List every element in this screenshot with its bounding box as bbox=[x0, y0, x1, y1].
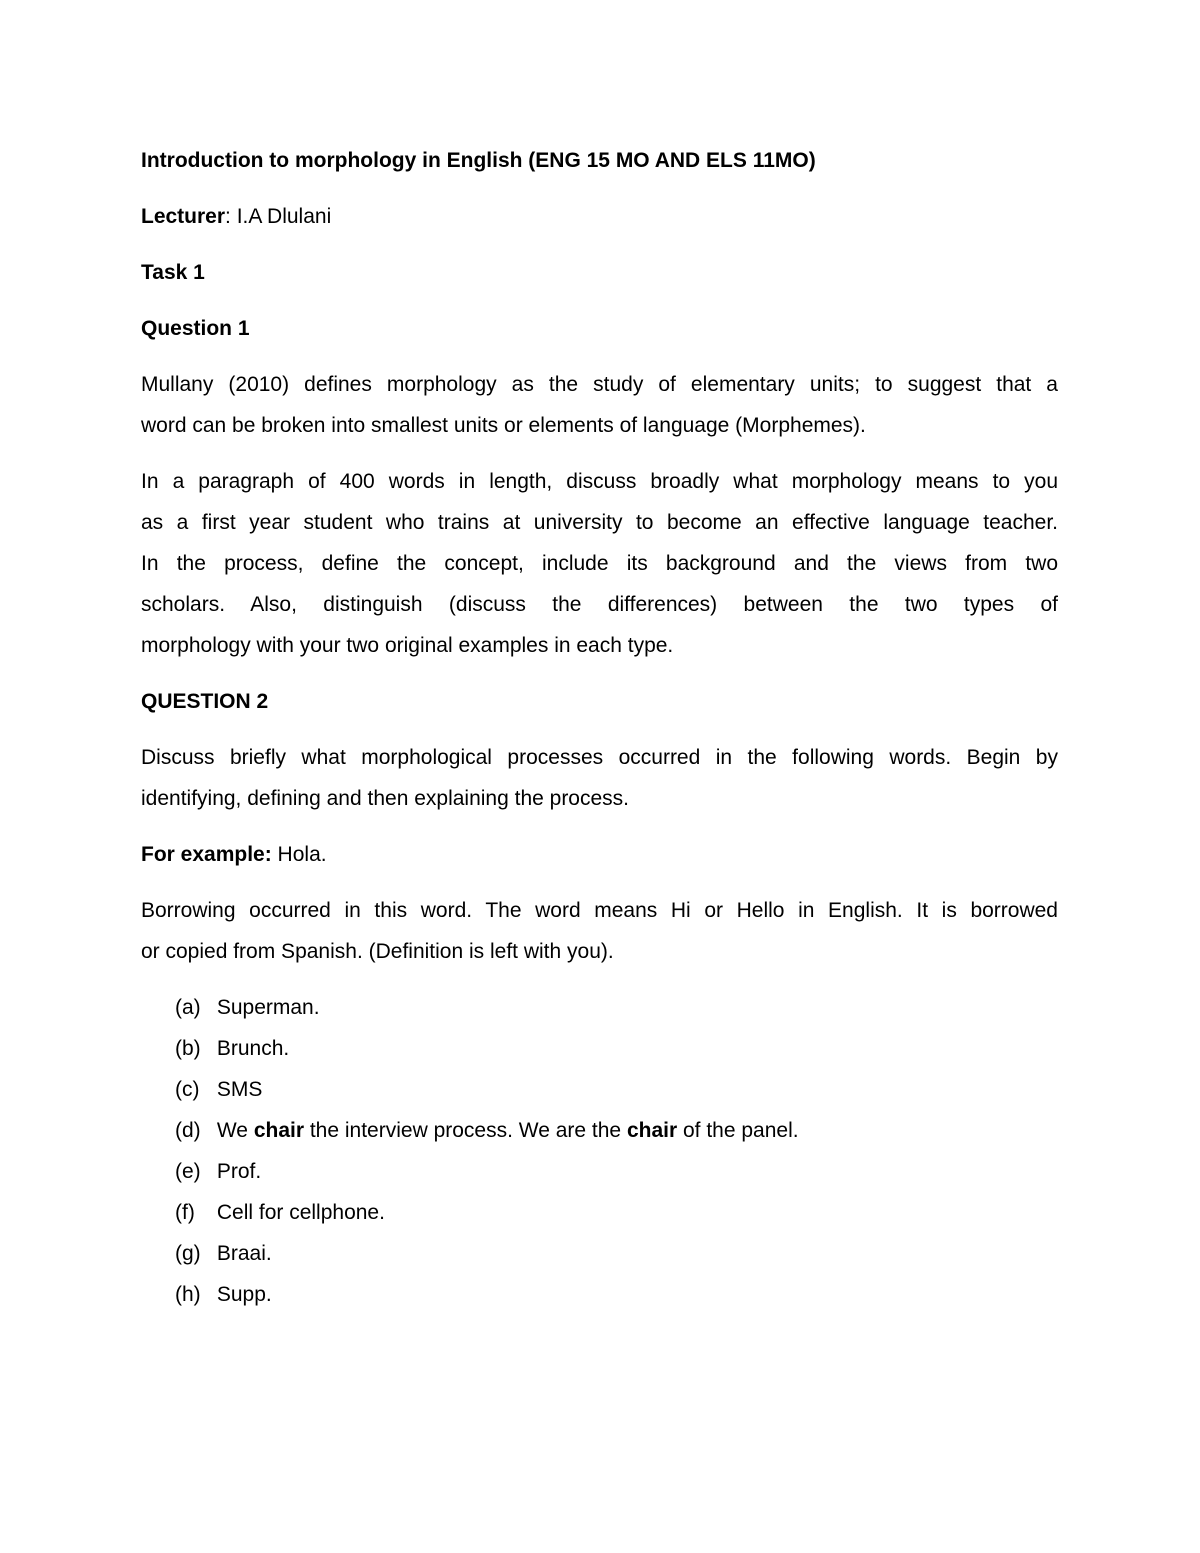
lecturer-label: Lecturer bbox=[141, 205, 226, 228]
list-item-text: Prof. bbox=[216, 1160, 262, 1183]
list-item-text: Supp. bbox=[216, 1283, 272, 1306]
list-marker: (b) bbox=[175, 1037, 201, 1060]
list-marker: (h) bbox=[175, 1283, 201, 1306]
question1-prompt-line: In a paragraph of 400 words in length, discuss broadly what morphology means to you bbox=[141, 470, 1058, 493]
task-heading: Task 1 bbox=[141, 261, 205, 284]
list-item-text: SMS bbox=[216, 1078, 263, 1101]
list-marker: (a) bbox=[175, 996, 201, 1019]
list-item bbox=[141, 1233, 1058, 1274]
word-list bbox=[141, 987, 1058, 1315]
list-item bbox=[141, 1110, 1058, 1151]
question2-prompt-line: identifying, defining and then explaining the process. bbox=[141, 787, 630, 810]
example-explanation-line: Borrowing occurred in this word. The word means Hi or Hello in English. It is borrowed bbox=[141, 899, 1058, 922]
list-marker: (g) bbox=[175, 1242, 201, 1265]
list-marker: (e) bbox=[175, 1160, 201, 1183]
list-item-text: Braai. bbox=[216, 1242, 272, 1265]
question1-heading: Question 1 bbox=[141, 317, 250, 340]
list-item-text: Brunch. bbox=[216, 1037, 290, 1060]
question1-prompt-line: morphology with your two original examples in each type. bbox=[141, 634, 674, 657]
list-item-text-post: of the panel. bbox=[677, 1119, 799, 1142]
question1-intro-line: Mullany (2010) defines morphology as the study of elementary units; to suggest that a bbox=[141, 373, 1058, 396]
list-item-text: Superman. bbox=[216, 996, 320, 1019]
question1-prompt-line: as a first year student who trains at university to become an effective language teacher. bbox=[141, 511, 1058, 534]
example-label: For example: bbox=[141, 843, 272, 866]
example-explanation-line: or copied from Spanish. (Definition is left with you). bbox=[141, 940, 614, 963]
question1-prompt bbox=[141, 461, 1058, 666]
question2-prompt bbox=[141, 737, 1058, 819]
question2-prompt-line: Discuss briefly what morphological processes occurred in the following words. Begin by bbox=[141, 746, 1058, 769]
list-item-text-pre: We bbox=[216, 1119, 254, 1142]
question2-heading: QUESTION 2 bbox=[141, 690, 269, 713]
list-item-text-mid: the interview process. We are the bbox=[304, 1119, 627, 1142]
list-item-bold-word: chair bbox=[626, 1119, 678, 1142]
list-marker: (c) bbox=[175, 1078, 200, 1101]
question1-prompt-line: scholars. Also, distinguish (discuss the differences) between the two types of bbox=[141, 593, 1058, 616]
lecturer-line bbox=[141, 196, 1058, 237]
list-item-bold-word: chair bbox=[253, 1119, 305, 1142]
document-title: Introduction to morphology in English (ENG 15 MO AND ELS 11MO) bbox=[141, 149, 816, 172]
list-item bbox=[141, 1274, 1058, 1315]
list-item bbox=[141, 1151, 1058, 1192]
list-item bbox=[141, 1028, 1058, 1069]
document-page bbox=[141, 140, 1058, 1315]
list-marker: (f) bbox=[175, 1201, 195, 1224]
list-item bbox=[141, 1192, 1058, 1233]
example-explanation bbox=[141, 890, 1058, 972]
question1-intro bbox=[141, 364, 1058, 446]
question1-prompt-line: In the process, define the concept, include its background and the views from two bbox=[141, 552, 1058, 575]
lecturer-name: : I.A Dlulani bbox=[225, 205, 332, 228]
question1-intro-line: word can be broken into smallest units or elements of language (Morphemes). bbox=[141, 414, 866, 437]
list-marker: (d) bbox=[175, 1119, 201, 1142]
list-item bbox=[141, 1069, 1058, 1110]
list-item bbox=[141, 987, 1058, 1028]
example-word: Hola. bbox=[271, 843, 327, 866]
example-line bbox=[141, 834, 1058, 875]
list-item-text: Cell for cellphone. bbox=[216, 1201, 385, 1224]
